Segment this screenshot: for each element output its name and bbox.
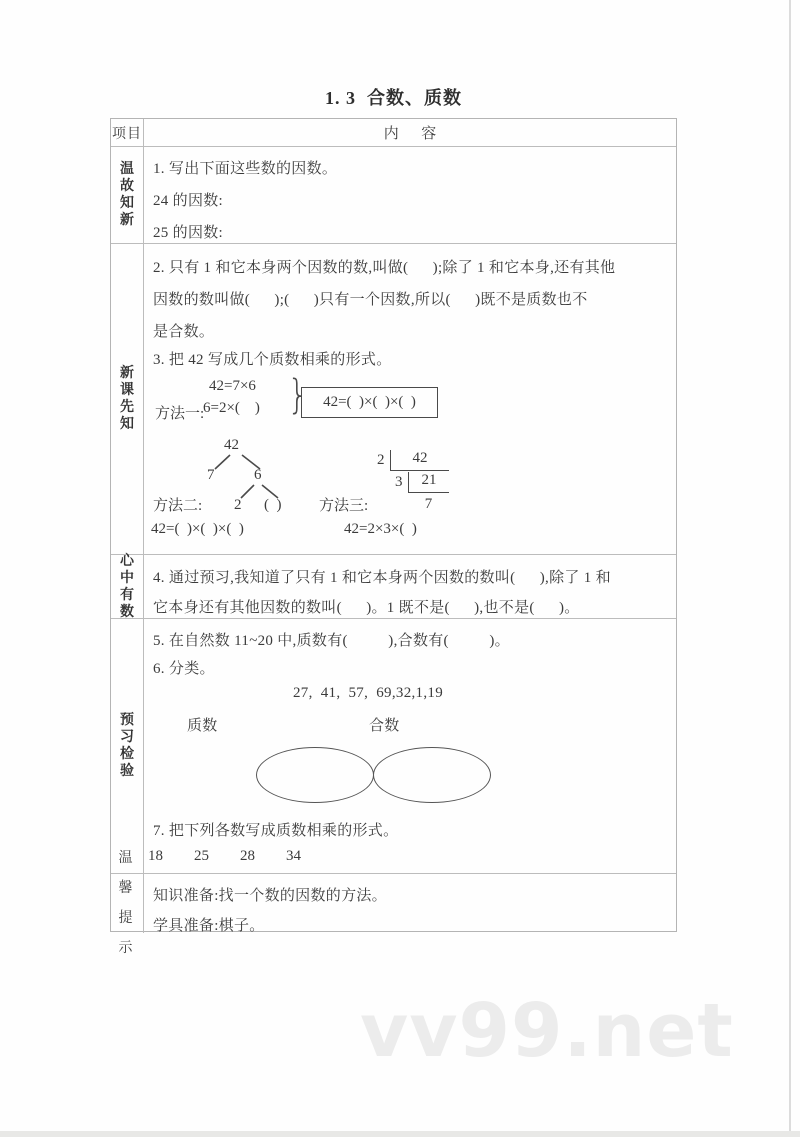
text-line: 25 的因数: <box>153 225 224 241</box>
row-review <box>111 146 676 243</box>
text-line: 6. 分类。 <box>153 661 215 677</box>
page-bottom-strip <box>0 1131 800 1137</box>
tree-node-right: 6 <box>254 467 262 483</box>
text-line: 24 的因数: <box>153 193 224 209</box>
method1-equation-bottom: 6=2×( ) <box>203 400 260 416</box>
section-label-cell <box>111 147 144 243</box>
composite-set-label: 合数 <box>369 718 400 734</box>
section-label-new-lesson: 新课先知 <box>120 366 134 432</box>
page-title: 1. 3 合数、质数 <box>325 88 462 108</box>
row-new-lesson <box>111 243 676 554</box>
text-line: 知识准备:找一个数的因数的方法。 <box>153 888 387 904</box>
tree-node-root: 42 <box>224 437 239 453</box>
watermark: vv99.net <box>360 988 734 1074</box>
section-label-mindful: 心中有数 <box>120 553 134 620</box>
q7-number-row <box>148 847 301 865</box>
text-line: 是合数。 <box>153 324 215 340</box>
tree-node-child-right: ( ) <box>264 497 282 513</box>
tree-node-child-left: 2 <box>234 497 242 513</box>
method1-boxed-equation: 42=( )×( )×( ) <box>301 387 438 418</box>
section-label-cell <box>111 850 144 956</box>
section-label-cell <box>111 619 144 873</box>
text-line: 它本身还有其他因数的数叫( )。1 既不是( ),也不是( )。 <box>153 600 580 616</box>
text-line: 7. 把下列各数写成质数相乘的形式。 <box>153 823 399 839</box>
q7-number: 28 <box>240 848 255 864</box>
q7-number: 34 <box>286 848 301 864</box>
tips-label-line1: 温馨 <box>118 850 136 896</box>
prime-set-ellipse <box>256 747 374 803</box>
division-divisor-2: 3 <box>395 474 403 490</box>
text-line: 学具准备:棋子。 <box>153 918 265 934</box>
tips-label-line2: 提示 <box>118 910 136 956</box>
composite-set-ellipse <box>373 747 491 803</box>
section-label-cell <box>111 244 144 554</box>
worksheet-table <box>110 118 677 956</box>
text-line: 5. 在自然数 11~20 中,质数有( ),合数有( )。 <box>153 633 510 649</box>
division-divisor-1: 2 <box>377 452 385 468</box>
section-label-preview-check: 预习检验 <box>120 713 134 779</box>
section-label-review: 温故知新 <box>120 162 134 228</box>
factor-tree <box>196 437 316 515</box>
text-line: 1. 写出下面这些数的因数。 <box>153 161 338 177</box>
method2-result: 42=( )×( )×( ) <box>151 521 244 537</box>
method1-label: 方法一: <box>155 406 205 422</box>
row-preview-check <box>111 618 676 873</box>
header-row <box>111 119 676 146</box>
q7-number: 25 <box>194 848 209 864</box>
text-line: 2. 只有 1 和它本身两个因数的数,叫做( );除了 1 和它本身,还有其他 <box>153 260 616 276</box>
division-dividend-2: 21 <box>408 472 449 493</box>
division-quotient: 7 <box>424 496 433 512</box>
method1-equation-top: 42=7×6 <box>209 378 256 394</box>
q7-number: 18 <box>148 848 163 864</box>
method3-result: 42=2×3×( ) <box>344 521 417 537</box>
tree-node-left: 7 <box>207 467 215 483</box>
text-line: 3. 把 42 写成几个质数相乘的形式。 <box>153 352 392 368</box>
row-mindful <box>111 554 676 618</box>
header-content-cell: 内 容 <box>383 126 437 142</box>
section-label-cell <box>111 555 144 618</box>
division-dividend-1: 42 <box>390 450 449 471</box>
classification-numbers: 27, 41, 57, 69,32,1,19 <box>293 685 443 701</box>
header-project-cell: 项目 <box>111 119 144 146</box>
page-edge-line <box>789 0 791 1137</box>
prime-set-label: 质数 <box>187 718 218 734</box>
section-label-tips <box>111 844 143 964</box>
method3-label: 方法三: <box>319 498 369 514</box>
method2-label: 方法二: <box>153 498 203 514</box>
text-line: 4. 通过预习,我知道了只有 1 和它本身两个因数的数叫( ),除了 1 和 <box>153 570 611 586</box>
text-line: 因数的数叫做( );( )只有一个因数,所以( )既不是质数也不 <box>153 292 588 308</box>
short-division <box>373 450 459 516</box>
right-brace-glyph: } <box>287 372 308 418</box>
